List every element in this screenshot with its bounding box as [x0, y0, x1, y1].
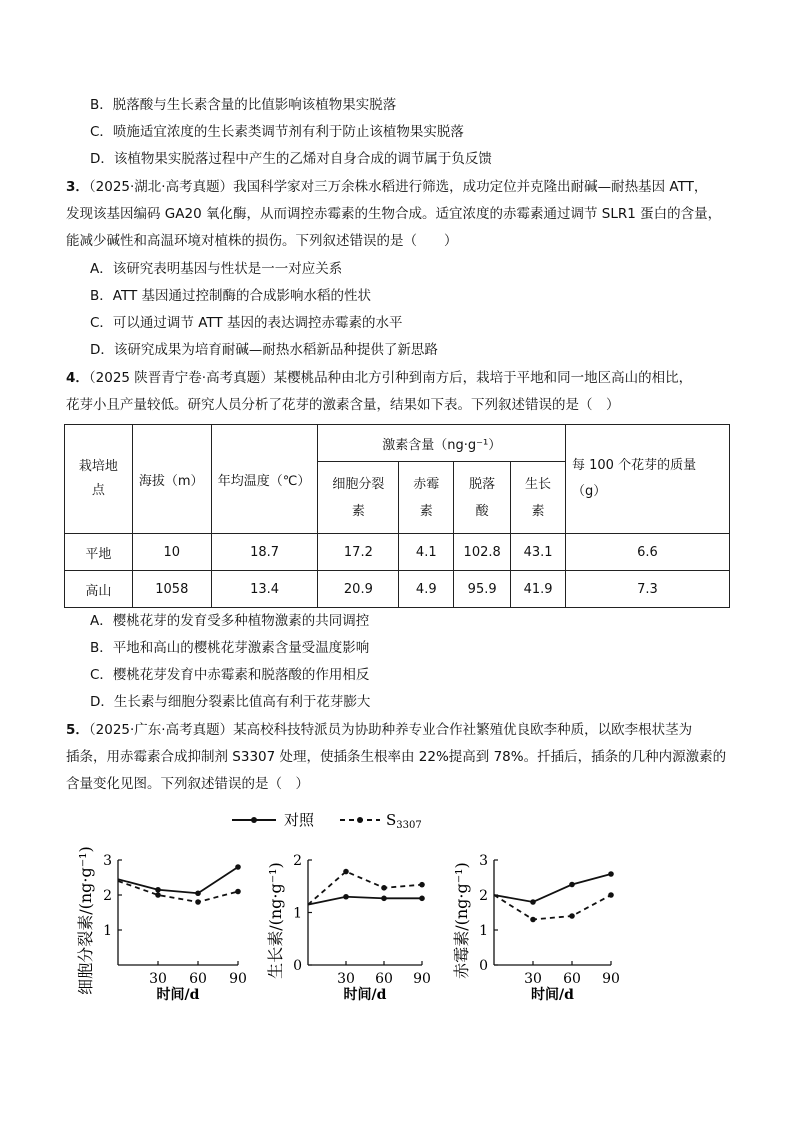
q3-option-d: D．该研究成果为培育耐碱—耐热水稻新品种提供了新思路	[90, 342, 438, 358]
x-tick-label: 30	[524, 971, 542, 987]
cell-abscisic-acid: 95.9	[454, 571, 511, 608]
header-hormone: 激素含量（ng·g⁻¹）	[318, 425, 566, 462]
q5-number: 5．	[66, 722, 89, 738]
cell-site: 高山	[65, 571, 133, 608]
series-line-control	[308, 897, 422, 905]
data-point-control	[235, 864, 241, 870]
q3-line-3: 能减少碱性和高温环境对植株的损伤。下列叙述错误的是（ ）	[66, 233, 458, 249]
y-tick-label: 0	[293, 958, 302, 974]
y-tick-label: 1	[293, 905, 302, 922]
option-c-prev: C．喷施适宜浓度的生长素类调节剂有利于防止该植物果实脱落	[90, 124, 464, 140]
data-point-control	[608, 871, 614, 877]
cell-cytokinin: 17.2	[318, 534, 399, 571]
x-tick-label: 30	[149, 971, 167, 987]
q3-number: 3．	[66, 179, 89, 195]
series-line-control	[118, 867, 238, 893]
x-tick-label: 90	[229, 971, 247, 987]
x-axis-label: 时间/d	[343, 987, 387, 1003]
data-point-s3307	[381, 885, 387, 891]
header-abscisic-acid: 脱落酸	[454, 462, 511, 534]
legend-control-label: 对照	[284, 811, 315, 829]
cell-altitude: 1058	[132, 571, 211, 608]
cell-auxin: 41.9	[511, 571, 566, 608]
cell-cytokinin: 20.9	[318, 571, 399, 608]
q4-option-a: A．樱桃花芽的发育受多种植物激素的共同调控	[90, 613, 370, 629]
option-b-prev: B．脱落酸与生长素含量的比值影响该植物果实脱落	[90, 97, 397, 113]
cell-altitude: 10	[132, 534, 211, 571]
y-tick-label: 1	[479, 923, 488, 939]
data-point-s3307	[419, 882, 425, 888]
cell-gibberellin: 4.1	[399, 534, 454, 571]
header-cytokinin: 细胞分裂素	[318, 462, 399, 534]
x-tick-label: 60	[375, 971, 393, 987]
y-tick-label: 3	[103, 853, 112, 869]
y-tick-label: 3	[479, 853, 488, 869]
q4-option-b: B．平地和高山的樱桃花芽激素含量受温度影响	[90, 640, 370, 656]
series-line-s3307	[308, 872, 422, 905]
header-altitude: 海拔（m）	[132, 425, 211, 534]
data-point-control	[569, 882, 575, 888]
q3-line-1: 3．（2025·湖北·高考真题）我国科学家对三万余株水稻进行筛选，成功定位并克隆出耐碱—耐热基因 ATT，	[66, 179, 708, 195]
x-axis-label: 时间/d	[156, 987, 200, 1003]
q3-option-a: A．该研究表明基因与性状是一一对应关系	[90, 261, 343, 277]
cell-temperature: 13.4	[211, 571, 318, 608]
q4-line-2: 花芽小且产量较低。研究人员分析了花芽的激素含量，结果如下表。下列叙述错误的是（ ）	[66, 397, 620, 413]
q4-option-d: D．生长素与细胞分裂素比值高有利于花芽膨大	[90, 694, 371, 710]
header-gibberellin: 赤霉素	[399, 462, 454, 534]
header-site: 栽培地点	[65, 425, 133, 534]
option-d-prev: D．该植物果实脱落过程中产生的乙烯对自身合成的调节属于负反馈	[90, 151, 492, 167]
data-point-s3307	[530, 917, 536, 923]
cell-abscisic-acid: 102.8	[454, 534, 511, 571]
data-point-s3307	[235, 889, 241, 895]
series-line-control	[494, 874, 611, 902]
q4-option-c: C．樱桃花芽发育中赤霉素和脱落酸的作用相反	[90, 667, 370, 683]
x-axis-label: 时间/d	[531, 987, 574, 1003]
y-axis-label: 细胞分裂素/(ng·g⁻¹)	[76, 846, 95, 995]
legend	[232, 811, 422, 831]
data-point-control	[381, 896, 387, 902]
chart-2	[266, 853, 431, 1003]
data-point-s3307	[155, 892, 161, 898]
header-temperature: 年均温度（℃）	[211, 425, 318, 534]
q3-option-b: B．ATT 基因通过控制酶的合成影响水稻的性状	[90, 288, 371, 304]
y-tick-label: 2	[479, 888, 488, 904]
legend-treat-label: $S_{3307}$	[386, 811, 422, 831]
x-tick-label: 30	[337, 971, 355, 987]
x-tick-label: 60	[563, 971, 581, 987]
x-tick-label: 90	[602, 971, 620, 987]
q4-number: 4．	[66, 370, 89, 386]
data-point-control	[155, 887, 161, 893]
y-axis-label: 生长素/(ng·g⁻¹)	[266, 862, 285, 979]
x-tick-label: 60	[189, 971, 207, 987]
data-point-s3307	[569, 913, 575, 919]
q5-line-1: 5．（2025·广东·高考真题）某高校科技特派员为协助种养专业合作社繁殖优良欧李种质，以欧李根状茎为	[66, 722, 693, 738]
q5-line-3: 含量变化见图。下列叙述错误的是（ ）	[66, 776, 309, 792]
y-tick-label: 1	[103, 923, 112, 939]
data-point-s3307	[195, 899, 201, 905]
cell-gibberellin: 4.9	[399, 571, 454, 608]
data-point-control	[195, 890, 201, 896]
cell-site: 平地	[65, 534, 133, 571]
data-point-control	[419, 896, 425, 902]
q3-option-c: C．可以通过调节 ATT 基因的表达调控赤霉素的水平	[90, 315, 403, 331]
y-axis-label: 赤霉素/(ng·g⁻¹)	[452, 862, 471, 979]
legend-treat-marker	[357, 817, 363, 823]
chart-3	[452, 853, 620, 1003]
header-auxin: 生长素	[511, 462, 566, 534]
chart-1	[76, 846, 247, 1003]
q4-line-1: 4．（2025 陕晋青宁卷·高考真题）某樱桃品种由北方引种到南方后，栽培于平地和同一地区高山的相比，	[66, 370, 693, 386]
y-tick-label: 2	[293, 853, 302, 869]
y-tick-label: 2	[103, 888, 112, 904]
data-point-control	[530, 899, 536, 905]
x-tick-label: 90	[413, 971, 431, 987]
y-tick-label: 0	[479, 958, 488, 974]
data-point-s3307	[343, 869, 349, 875]
cell-temperature: 18.7	[211, 534, 318, 571]
cell-mass: 6.6	[566, 534, 730, 571]
cell-mass: 7.3	[566, 571, 730, 608]
cell-auxin: 43.1	[511, 534, 566, 571]
data-point-s3307	[608, 892, 614, 898]
header-mass: 每 100 个花芽的质量（g）	[566, 425, 730, 534]
legend-control-marker	[251, 817, 257, 823]
q5-line-2: 插条，用赤霉素合成抑制剂 S3307 处理，使插条生根率由 22%提高到 78%。扦插后，插条的几种内源激素的	[66, 749, 727, 765]
data-point-control	[343, 894, 349, 900]
q3-line-2: 发现该基因编码 GA20 氧化酶，从而调控赤霉素的生物合成。适宜浓度的赤霉素通过调节 SLR1 蛋白的含量，	[66, 206, 722, 222]
